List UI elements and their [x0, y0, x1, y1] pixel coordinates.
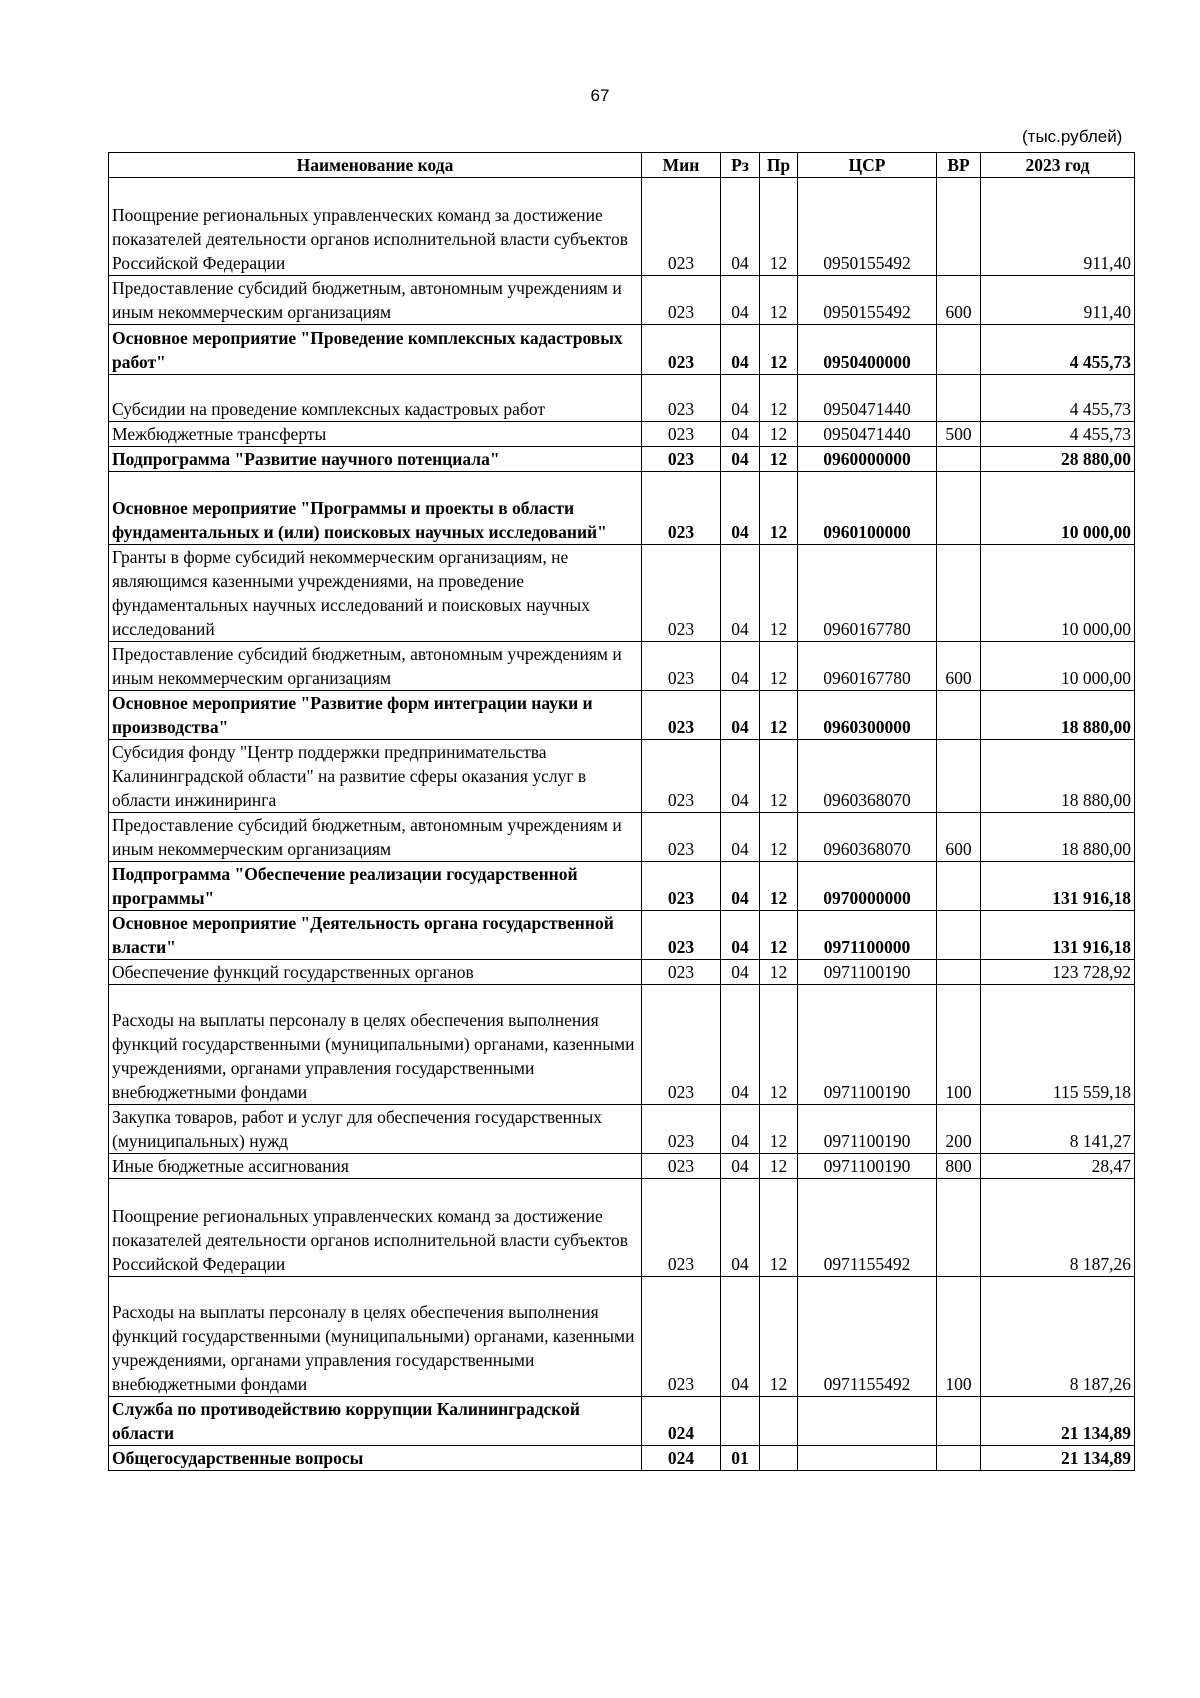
table-row — [109, 1105, 1135, 1154]
cell-rz: 04 — [721, 960, 760, 985]
cell-vr — [937, 1397, 981, 1446]
cell-name: Закупка товаров, работ и услуг для обеспечения государственных (муниципальных) нужд — [109, 1105, 642, 1154]
cell-vr — [937, 375, 981, 422]
cell-rz: 04 — [721, 740, 760, 813]
cell-amount: 18 880,00 — [981, 813, 1135, 862]
header-rz: Рз — [721, 153, 760, 178]
cell-csr: 0971155492 — [798, 1179, 937, 1277]
cell-min: 023 — [642, 447, 721, 472]
header-pr: Пр — [760, 153, 798, 178]
cell-pr: 12 — [760, 1179, 798, 1277]
cell-rz: 04 — [721, 813, 760, 862]
cell-amount: 911,40 — [981, 276, 1135, 325]
table-row — [109, 862, 1135, 911]
cell-csr: 0971100190 — [798, 960, 937, 985]
units-label: (тыс.рублей) — [1022, 127, 1123, 146]
cell-rz: 04 — [721, 325, 760, 375]
cell-name: Расходы на выплаты персоналу в целях обеспечения выполнения функций государственными (муниципальными) органами, казенными учреждениями, органами управления государственными внебюджетными фондами — [109, 1277, 642, 1397]
cell-amount: 8 187,26 — [981, 1179, 1135, 1277]
header-year: 2023 год — [981, 153, 1135, 178]
cell-min: 024 — [642, 1397, 721, 1446]
table-row — [109, 960, 1135, 985]
cell-min: 023 — [642, 422, 721, 447]
header-row — [109, 153, 1135, 178]
cell-csr: 0971100190 — [798, 1154, 937, 1179]
cell-name: Основное мероприятие "Проведение комплексных кадастровых работ" — [109, 325, 642, 375]
cell-rz: 04 — [721, 1179, 760, 1277]
cell-amount: 8 141,27 — [981, 1105, 1135, 1154]
cell-csr: 0960300000 — [798, 691, 937, 740]
cell-csr: 0950400000 — [798, 325, 937, 375]
cell-vr: 600 — [937, 642, 981, 691]
cell-name: Гранты в форме субсидий некоммерческим организациям, не являющимся казенными учреждениями, на проведение фундаментальных научных исследований и поисковых научных исследований — [109, 545, 642, 642]
cell-amount: 28 880,00 — [981, 447, 1135, 472]
cell-pr: 12 — [760, 472, 798, 545]
header-min: Мин — [642, 153, 721, 178]
cell-rz: 04 — [721, 862, 760, 911]
cell-pr: 12 — [760, 642, 798, 691]
cell-name: Обеспечение функций государственных органов — [109, 960, 642, 985]
cell-pr: 12 — [760, 691, 798, 740]
table-row — [109, 691, 1135, 740]
cell-min: 023 — [642, 325, 721, 375]
table-row — [109, 447, 1135, 472]
table-row — [109, 375, 1135, 422]
cell-amount: 21 134,89 — [981, 1446, 1135, 1471]
budget-table — [108, 152, 1135, 1471]
cell-csr: 0960368070 — [798, 813, 937, 862]
cell-min: 023 — [642, 1179, 721, 1277]
cell-vr — [937, 1446, 981, 1471]
cell-pr: 12 — [760, 862, 798, 911]
table-row — [109, 813, 1135, 862]
cell-min: 023 — [642, 178, 721, 276]
cell-name: Основное мероприятие "Развитие форм интеграции науки и производства" — [109, 691, 642, 740]
cell-rz: 04 — [721, 911, 760, 960]
cell-csr: 0971100190 — [798, 1105, 937, 1154]
cell-vr: 600 — [937, 813, 981, 862]
cell-pr: 12 — [760, 911, 798, 960]
cell-vr — [937, 1179, 981, 1277]
cell-rz: 04 — [721, 178, 760, 276]
cell-rz: 01 — [721, 1446, 760, 1471]
cell-rz: 04 — [721, 691, 760, 740]
cell-vr — [937, 472, 981, 545]
cell-name: Основное мероприятие "Программы и проекты в области фундаментальных и (или) поисковых научных исследований" — [109, 472, 642, 545]
cell-name: Служба по противодействию коррупции Калининградской области — [109, 1397, 642, 1446]
cell-min: 023 — [642, 911, 721, 960]
cell-amount: 18 880,00 — [981, 740, 1135, 813]
cell-min: 023 — [642, 1154, 721, 1179]
cell-rz: 04 — [721, 985, 760, 1105]
cell-name: Подпрограмма "Развитие научного потенциала" — [109, 447, 642, 472]
cell-pr — [760, 1446, 798, 1471]
cell-rz: 04 — [721, 1105, 760, 1154]
header-name: Наименование кода — [109, 153, 642, 178]
cell-vr: 600 — [937, 276, 981, 325]
cell-name: Поощрение региональных управленческих команд за достижение показателей деятельности органов исполнительной власти субъектов Российской Федерации — [109, 178, 642, 276]
cell-amount: 4 455,73 — [981, 422, 1135, 447]
cell-name: Межбюджетные трансферты — [109, 422, 642, 447]
header-csr: ЦСР — [798, 153, 937, 178]
cell-min: 023 — [642, 740, 721, 813]
cell-name: Субсидия фонду "Центр поддержки предпринимательства Калининградской области" на развитие сферы оказания услуг в области инжиниринга — [109, 740, 642, 813]
cell-rz: 04 — [721, 447, 760, 472]
cell-rz: 04 — [721, 422, 760, 447]
cell-name: Поощрение региональных управленческих команд за достижение показателей деятельности органов исполнительной власти субъектов Российской Федерации — [109, 1179, 642, 1277]
cell-min: 023 — [642, 642, 721, 691]
cell-vr — [937, 691, 981, 740]
cell-min: 023 — [642, 1277, 721, 1397]
cell-csr: 0960167780 — [798, 545, 937, 642]
cell-pr: 12 — [760, 422, 798, 447]
table-row — [109, 1277, 1135, 1397]
cell-amount: 10 000,00 — [981, 545, 1135, 642]
cell-pr: 12 — [760, 545, 798, 642]
table-row — [109, 1154, 1135, 1179]
cell-csr: 0950471440 — [798, 422, 937, 447]
cell-pr: 12 — [760, 375, 798, 422]
cell-pr: 12 — [760, 960, 798, 985]
cell-name: Общегосударственные вопросы — [109, 1446, 642, 1471]
cell-amount: 115 559,18 — [981, 985, 1135, 1105]
table-row — [109, 422, 1135, 447]
cell-amount: 4 455,73 — [981, 375, 1135, 422]
cell-vr — [937, 862, 981, 911]
cell-amount: 18 880,00 — [981, 691, 1135, 740]
cell-min: 023 — [642, 813, 721, 862]
cell-pr: 12 — [760, 1105, 798, 1154]
cell-rz: 04 — [721, 472, 760, 545]
cell-vr: 500 — [937, 422, 981, 447]
cell-pr: 12 — [760, 325, 798, 375]
cell-vr — [937, 178, 981, 276]
cell-csr: 0971100000 — [798, 911, 937, 960]
cell-amount: 4 455,73 — [981, 325, 1135, 375]
cell-amount: 131 916,18 — [981, 911, 1135, 960]
cell-vr — [937, 447, 981, 472]
table-row — [109, 178, 1135, 276]
cell-min: 023 — [642, 691, 721, 740]
cell-csr: 0960100000 — [798, 472, 937, 545]
cell-amount: 8 187,26 — [981, 1277, 1135, 1397]
cell-amount: 123 728,92 — [981, 960, 1135, 985]
cell-min: 023 — [642, 472, 721, 545]
table-row — [109, 325, 1135, 375]
table-row — [109, 740, 1135, 813]
cell-csr: 0971100190 — [798, 985, 937, 1105]
table-row — [109, 1179, 1135, 1277]
cell-csr: 0971155492 — [798, 1277, 937, 1397]
cell-vr — [937, 960, 981, 985]
cell-min: 023 — [642, 985, 721, 1105]
cell-min: 023 — [642, 1105, 721, 1154]
cell-csr: 0960167780 — [798, 642, 937, 691]
cell-rz: 04 — [721, 375, 760, 422]
cell-amount: 911,40 — [981, 178, 1135, 276]
cell-pr: 12 — [760, 447, 798, 472]
cell-min: 023 — [642, 375, 721, 422]
table-row — [109, 276, 1135, 325]
cell-vr — [937, 545, 981, 642]
cell-vr: 100 — [937, 1277, 981, 1397]
cell-rz: 04 — [721, 1154, 760, 1179]
cell-vr — [937, 740, 981, 813]
cell-vr — [937, 325, 981, 375]
cell-name: Иные бюджетные ассигнования — [109, 1154, 642, 1179]
cell-csr: 0960368070 — [798, 740, 937, 813]
cell-pr: 12 — [760, 985, 798, 1105]
cell-csr — [798, 1397, 937, 1446]
cell-name: Подпрограмма "Обеспечение реализации государственной программы" — [109, 862, 642, 911]
table-row — [109, 545, 1135, 642]
cell-vr — [937, 911, 981, 960]
cell-name: Предоставление субсидий бюджетным, автономным учреждениям и иным некоммерческим организациям — [109, 813, 642, 862]
cell-csr: 0950155492 — [798, 178, 937, 276]
cell-rz — [721, 1397, 760, 1446]
cell-min: 023 — [642, 862, 721, 911]
table-row — [109, 985, 1135, 1105]
cell-name: Предоставление субсидий бюджетным, автономным учреждениям и иным некоммерческим организациям — [109, 642, 642, 691]
cell-vr: 200 — [937, 1105, 981, 1154]
cell-min: 023 — [642, 545, 721, 642]
cell-amount: 131 916,18 — [981, 862, 1135, 911]
cell-csr: 0950155492 — [798, 276, 937, 325]
cell-min: 024 — [642, 1446, 721, 1471]
table-row — [109, 1397, 1135, 1446]
cell-rz: 04 — [721, 545, 760, 642]
table-row — [109, 642, 1135, 691]
cell-vr: 100 — [937, 985, 981, 1105]
table-row — [109, 472, 1135, 545]
table-row — [109, 911, 1135, 960]
table-row — [109, 1446, 1135, 1471]
cell-name: Субсидии на проведение комплексных кадастровых работ — [109, 375, 642, 422]
page-number: 67 — [590, 86, 610, 105]
cell-pr: 12 — [760, 740, 798, 813]
cell-pr: 12 — [760, 813, 798, 862]
cell-name: Предоставление субсидий бюджетным, автономным учреждениям и иным некоммерческим организациям — [109, 276, 642, 325]
cell-min: 023 — [642, 276, 721, 325]
cell-amount: 10 000,00 — [981, 642, 1135, 691]
cell-csr: 0960000000 — [798, 447, 937, 472]
cell-rz: 04 — [721, 642, 760, 691]
cell-csr: 0970000000 — [798, 862, 937, 911]
cell-pr: 12 — [760, 1277, 798, 1397]
cell-pr: 12 — [760, 276, 798, 325]
cell-vr: 800 — [937, 1154, 981, 1179]
cell-name: Основное мероприятие "Деятельность органа государственной власти" — [109, 911, 642, 960]
cell-pr — [760, 1397, 798, 1446]
cell-pr: 12 — [760, 1154, 798, 1179]
cell-amount: 10 000,00 — [981, 472, 1135, 545]
header-vr: ВР — [937, 153, 981, 178]
cell-rz: 04 — [721, 1277, 760, 1397]
cell-pr: 12 — [760, 178, 798, 276]
cell-amount: 21 134,89 — [981, 1397, 1135, 1446]
cell-rz: 04 — [721, 276, 760, 325]
cell-amount: 28,47 — [981, 1154, 1135, 1179]
cell-csr — [798, 1446, 937, 1471]
cell-min: 023 — [642, 960, 721, 985]
cell-name: Расходы на выплаты персоналу в целях обеспечения выполнения функций государственными (муниципальными) органами, казенными учреждениями, органами управления государственными внебюджетными фондами — [109, 985, 642, 1105]
cell-csr: 0950471440 — [798, 375, 937, 422]
